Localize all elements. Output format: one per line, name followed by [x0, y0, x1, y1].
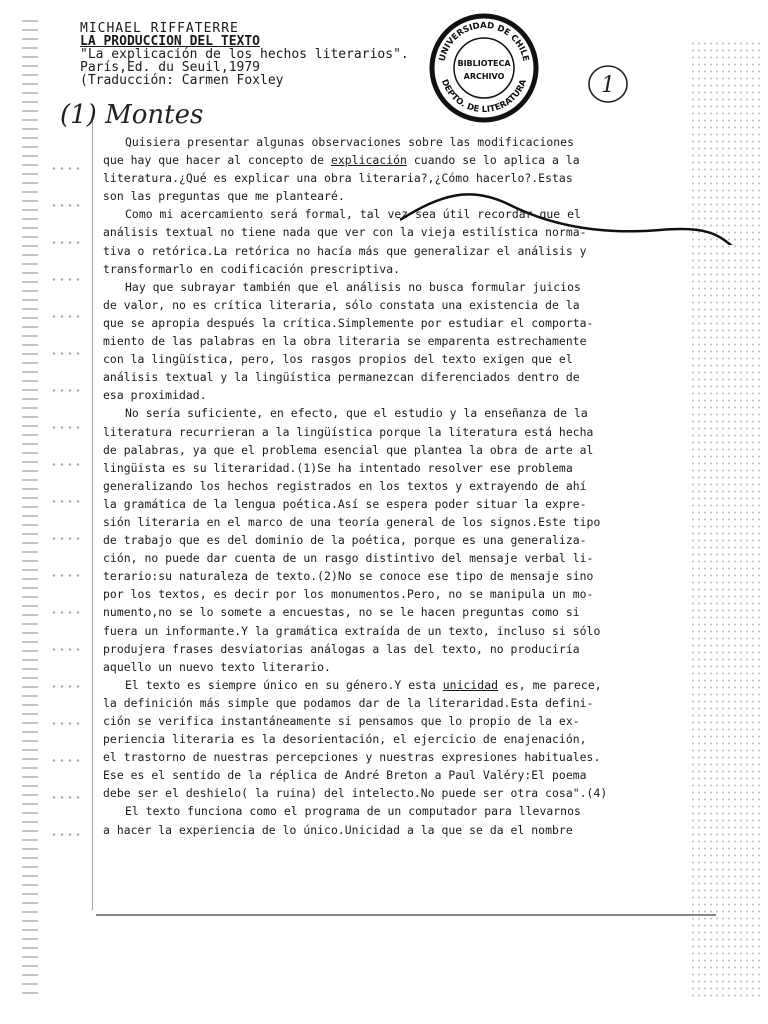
text-line: numento,no se lo somete a encuestas, no se le hacen preguntas como si [103, 605, 580, 620]
text-line: a hacer la experiencia de lo único.Unicidad a la que se da el nombre [103, 822, 573, 837]
text-line: ción, no puede dar cuenta de un rasgo distintivo del mensaje verbal li- [103, 551, 594, 566]
handwritten-number-text: 1 [601, 73, 615, 98]
text-line: análisis textual y la lingüística permanezcan diferenciados dentro de [103, 370, 580, 385]
margin-line [92, 120, 93, 910]
author-name: MICHAEL RIFFATERRE [80, 21, 239, 36]
book-title: LA PRODUCCION DEL TEXTO [80, 34, 261, 49]
text-segment: es, me parece, [498, 677, 602, 692]
text-line: con la lingüística, pero, los rasgos propios del texto exigen que el [103, 352, 573, 367]
text-segment: cuando se lo aplica a la [406, 153, 580, 168]
text-line: terario:su naturaleza de texto.(2)No se conoce ese tipo de mensaje sino [103, 569, 594, 584]
scan-noise-left [50, 150, 80, 870]
translator-line: (Traducción: Carmen Foxley [80, 73, 284, 88]
publisher-line: París,Ed. du Seuil,1979 [80, 60, 261, 75]
text-line: ción se verifica instantáneamente si pensamos que lo propio de la ex- [103, 714, 580, 728]
body-text [103, 133, 613, 839]
text-line: generalizando los hechos registrados en los textos y extrayendo de ahí [103, 478, 587, 493]
chapter-title: "La explicación de los hechos literarios". [80, 47, 409, 62]
text-line: esa proximidad. [103, 388, 207, 403]
text-line: El texto funciona como el programa de un computador para llevarnos [125, 804, 581, 819]
text-line: Ese es el sentido de la réplica de André Breton a Paul Valéry:El poema [103, 768, 587, 783]
text-line [103, 151, 613, 169]
bottom-line [96, 914, 716, 916]
text-line: la gramática de la lengua poética.Así se espera poder situar la expre- [103, 496, 587, 511]
text-line: sión literaria en el marco de una teoría general de los signos.Este tipo [103, 514, 601, 529]
text-segment: que hay que hacer al concepto de [103, 153, 331, 168]
text-line: No sería suficiente, en efecto, que el estudio y la enseñanza de la [125, 406, 588, 421]
text-line: tiva o retórica.La retórica no hacía más que generalizar el análisis y [103, 243, 587, 258]
text-line: son las preguntas que me plantearé. [103, 189, 345, 204]
underlined-word: unicidad [442, 677, 499, 692]
scan-edge-left [22, 20, 38, 1000]
text-line: el trastorno de nuestras percepciones y nuestras expresiones habituales. [103, 750, 601, 765]
underlined-word: explicación [330, 153, 407, 168]
stamp-bottom-text: DEPTO. DE LITERATURA [438, 78, 530, 116]
text-line: literatura recurrieran a la lingüística porque la literatura está hecha [103, 424, 594, 439]
text-line: produjera frases desviatorias análogas a las del texto, no produciría [103, 641, 580, 656]
document-header [80, 22, 409, 87]
handwritten-page-number [586, 62, 630, 106]
text-segment: El texto es siempre único en su género.Y esta [125, 677, 443, 692]
text-line: aquello un nuevo texto literario. [103, 659, 331, 674]
text-line: debe ser el deshielo( la ruina) del intelecto.No puede ser otra cosa".(4) [103, 786, 608, 801]
text-line: transformarlo en codificación prescriptiva. [103, 261, 401, 276]
stamp-line2: ARCHIVO [463, 72, 505, 81]
stamp-line1: BIBLIOTECA [457, 59, 511, 68]
text-line: que se apropia después la crítica.Simplemente por estudiar el comporta- [103, 315, 594, 330]
library-stamp [428, 12, 540, 124]
text-line: fuera un informante.Y la gramática extraída de un texto, incluso si sólo [103, 623, 601, 638]
text-line: análisis textual no tiene nada que ver con la vieja estilística norma- [103, 225, 587, 240]
handwritten-note: (1) Montes [60, 100, 204, 130]
text-line: lingüista es su literaridad.(1)Se ha intentado resolver ese problema [103, 460, 573, 475]
text-line: periencia literaria es la desorientación, el ejercicio de enajenación, [103, 732, 587, 747]
text-line: miento de las palabras en la obra literaria se emparenta estrechamente [103, 334, 587, 349]
text-line: de valor, no es crítica literaria, sólo constata una existencia de la [103, 297, 580, 312]
text-line: de trabajo que es del dominio de la poética, porque es una generaliza- [103, 533, 587, 548]
text-line: de palabras, ya que el problema esencial que plantea la obra de arte al [103, 442, 594, 457]
text-line: la definición más simple que podamos dar de la literaridad.Esta defini- [103, 695, 594, 710]
stamp-top-text: UNIVERSIDAD DE CHILE [437, 20, 531, 63]
text-line: Quisiera presentar algunas observaciones sobre las modificaciones [125, 135, 575, 149]
text-line: Hay que subrayar también que el análisis no busca formular juicios [125, 279, 581, 294]
text-line: Como mi acercamiento será formal, tal vez sea útil recordar que el [125, 207, 581, 222]
text-line [103, 676, 613, 694]
text-line: por los textos, es decir por los monumentos.Pero, no se manipula un mo- [103, 587, 594, 602]
text-line: literatura.¿Qué es explicar una obra literaria?,¿Cómo hacerlo?.Estas [103, 171, 573, 186]
